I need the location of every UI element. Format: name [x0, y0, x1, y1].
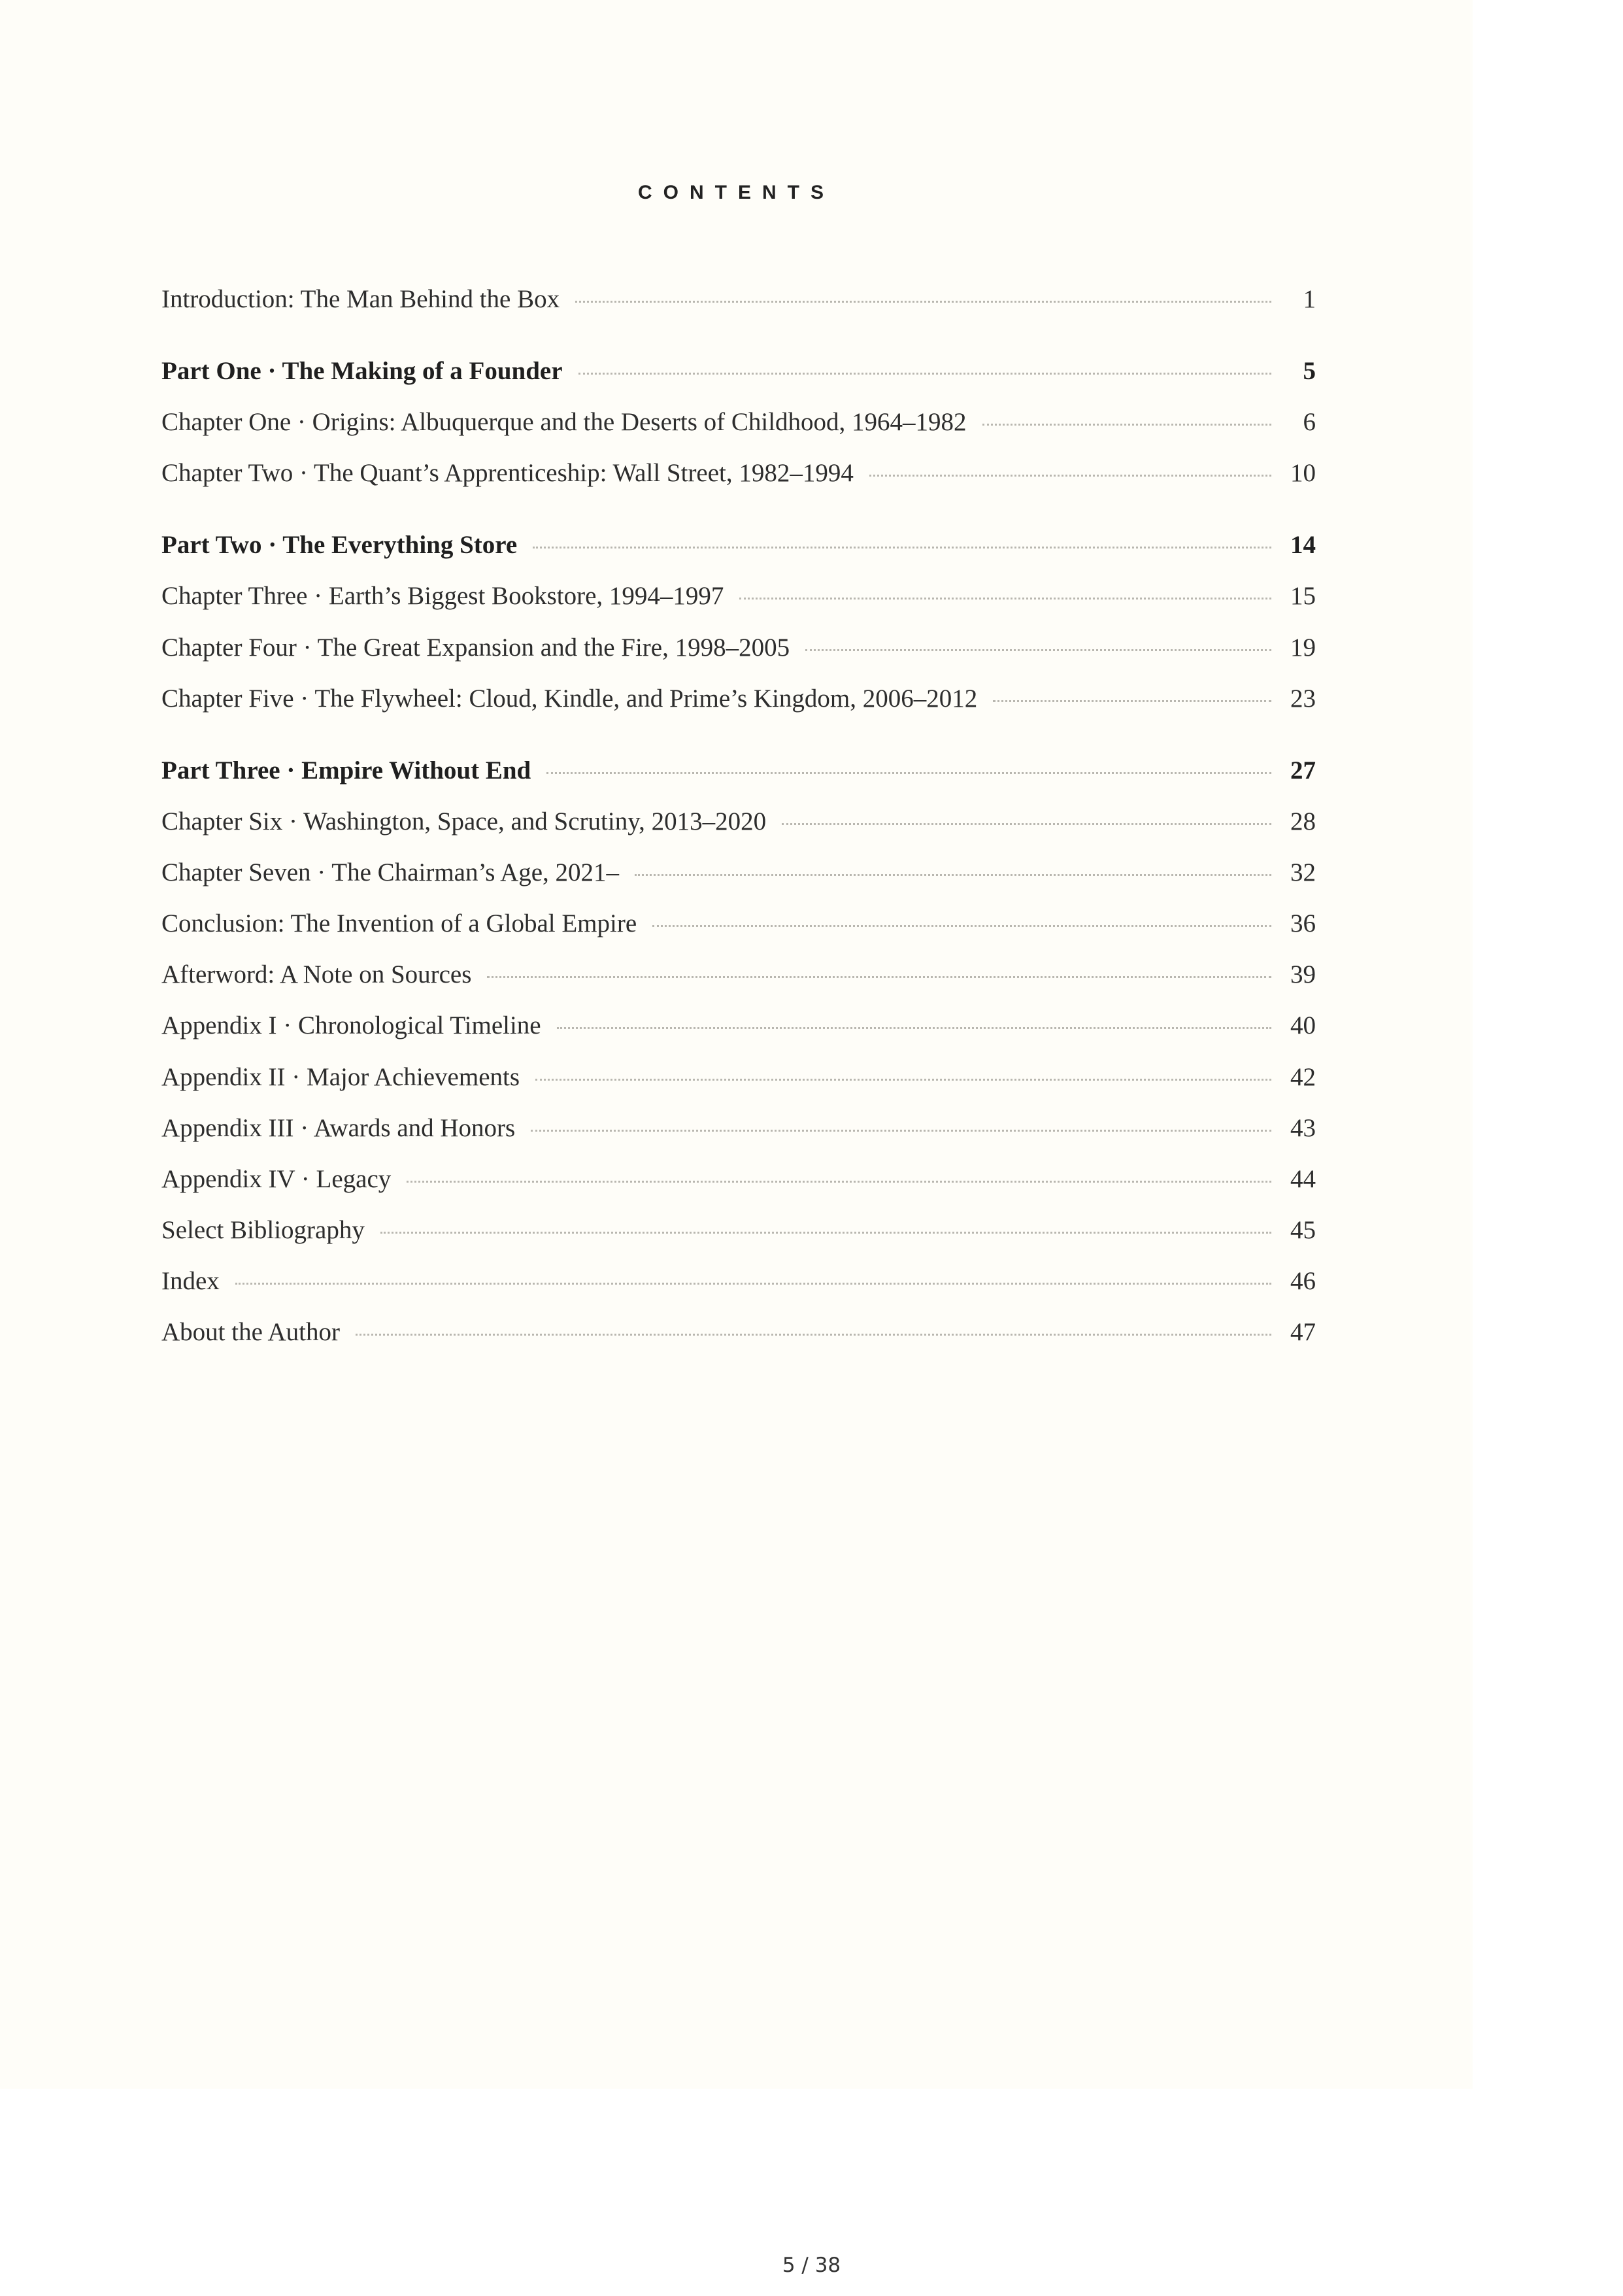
toc-entry-title: Chapter Seven · The Chairman’s Age, 2021–	[161, 858, 620, 886]
dot-leader	[578, 373, 1271, 375]
toc-entry-appendix-4[interactable]	[161, 1159, 1316, 1198]
toc-entry-page: 27	[1290, 756, 1316, 785]
toc-entry-title: Chapter Two · The Quant’s Apprenticeship: Wall Street, 1982–1994	[161, 458, 854, 487]
toc-entry-page: 14	[1290, 530, 1316, 559]
toc-entry-about-author[interactable]	[161, 1312, 1316, 1351]
toc-entry-title: Part Three · Empire Without End	[161, 756, 531, 785]
toc-entry-page: 23	[1290, 684, 1316, 713]
toc-entry-page: 10	[1290, 458, 1316, 487]
toc-entry-title: Chapter Six · Washington, Space, and Scrutiny, 2013–2020	[161, 807, 767, 836]
toc-entry-page: 19	[1290, 633, 1316, 662]
toc-entry-title: Index	[161, 1266, 220, 1295]
toc-entry-page: 36	[1290, 909, 1316, 937]
dot-leader	[982, 424, 1271, 426]
toc-entry-title: Chapter One · Origins: Albuquerque and the Deserts of Childhood, 1964–1982	[161, 407, 967, 436]
dot-leader	[869, 475, 1271, 477]
toc-entry-page: 44	[1290, 1164, 1316, 1193]
toc-entry-chapter-seven[interactable]	[161, 853, 1316, 892]
dot-leader	[380, 1232, 1271, 1234]
toc-entry-appendix-3[interactable]	[161, 1108, 1316, 1147]
toc-entry-title: Conclusion: The Invention of a Global Empire	[161, 909, 637, 937]
toc-entry-part-one[interactable]	[161, 351, 1316, 390]
toc-entry-title: Introduction: The Man Behind the Box	[161, 284, 560, 313]
toc-entry-index[interactable]	[161, 1261, 1316, 1300]
dot-leader	[487, 976, 1271, 978]
page-indicator: 5 / 38	[782, 2254, 841, 2277]
dot-leader	[535, 1079, 1271, 1081]
dot-leader	[557, 1027, 1271, 1029]
toc-entry-title: Part Two · The Everything Store	[161, 530, 518, 559]
toc-entry-title: Appendix III · Awards and Honors	[161, 1113, 516, 1142]
toc-entry-afterword[interactable]	[161, 954, 1316, 994]
dot-leader	[235, 1283, 1271, 1285]
dot-leader	[652, 925, 1271, 927]
dot-leader	[739, 598, 1271, 599]
toc-entry-part-two[interactable]	[161, 525, 1316, 564]
toc-entry-page: 47	[1290, 1317, 1316, 1346]
dot-leader	[993, 700, 1271, 702]
dot-leader	[635, 874, 1271, 876]
dot-leader	[805, 649, 1271, 651]
toc-entry-chapter-one[interactable]	[161, 402, 1316, 441]
dot-leader	[782, 823, 1271, 825]
contents-heading: CONTENTS	[638, 182, 835, 203]
toc-entry-title: Select Bibliography	[161, 1215, 365, 1244]
toc-entry-title: Afterword: A Note on Sources	[161, 960, 472, 988]
toc-entry-page: 15	[1290, 581, 1316, 610]
dot-leader	[531, 1130, 1271, 1132]
toc-entry-chapter-two[interactable]	[161, 453, 1316, 492]
toc-entry-chapter-three[interactable]	[161, 576, 1316, 615]
dot-leader	[356, 1334, 1271, 1336]
toc-entry-part-three[interactable]	[161, 751, 1316, 790]
toc-entry-title: Chapter Three · Earth’s Biggest Bookstore, 1994–1997	[161, 581, 724, 610]
toc-entry-page: 39	[1290, 960, 1316, 988]
toc-entry-title: Part One · The Making of a Founder	[161, 356, 563, 385]
toc-entry-page: 45	[1290, 1215, 1316, 1244]
toc-entry-title: Chapter Four · The Great Expansion and the Fire, 1998–2005	[161, 633, 790, 662]
toc-entry-page: 46	[1290, 1266, 1316, 1295]
toc-entry-title: Chapter Five · The Flywheel: Cloud, Kindle, and Prime’s Kingdom, 2006–2012	[161, 684, 978, 713]
toc-entry-conclusion[interactable]	[161, 903, 1316, 943]
dot-leader	[575, 301, 1271, 303]
toc-entry-page: 1	[1303, 284, 1316, 313]
toc-entry-chapter-six[interactable]	[161, 802, 1316, 841]
dot-leader	[533, 547, 1271, 549]
toc-entry-chapter-four[interactable]	[161, 628, 1316, 667]
toc-entry-page: 32	[1290, 858, 1316, 886]
toc-entry-introduction[interactable]	[161, 279, 1316, 318]
toc-entry-title: Appendix I · Chronological Timeline	[161, 1011, 541, 1039]
toc-entry-page: 5	[1303, 356, 1316, 385]
toc-entry-page: 28	[1290, 807, 1316, 836]
toc-entry-appendix-1[interactable]	[161, 1005, 1316, 1045]
dot-leader	[407, 1181, 1271, 1183]
toc-entry-bibliography[interactable]	[161, 1210, 1316, 1249]
toc-entry-title: Appendix IV · Legacy	[161, 1164, 392, 1193]
toc-entry-chapter-five[interactable]	[161, 679, 1316, 718]
toc-entry-appendix-2[interactable]	[161, 1057, 1316, 1096]
toc-entry-page: 6	[1303, 407, 1316, 436]
toc-entry-page: 40	[1290, 1011, 1316, 1039]
toc-entry-page: 43	[1290, 1113, 1316, 1142]
toc-entry-title: Appendix II · Major Achievements	[161, 1062, 520, 1091]
toc-entry-title: About the Author	[161, 1317, 340, 1346]
toc-entry-page: 42	[1290, 1062, 1316, 1091]
dot-leader	[546, 772, 1271, 774]
